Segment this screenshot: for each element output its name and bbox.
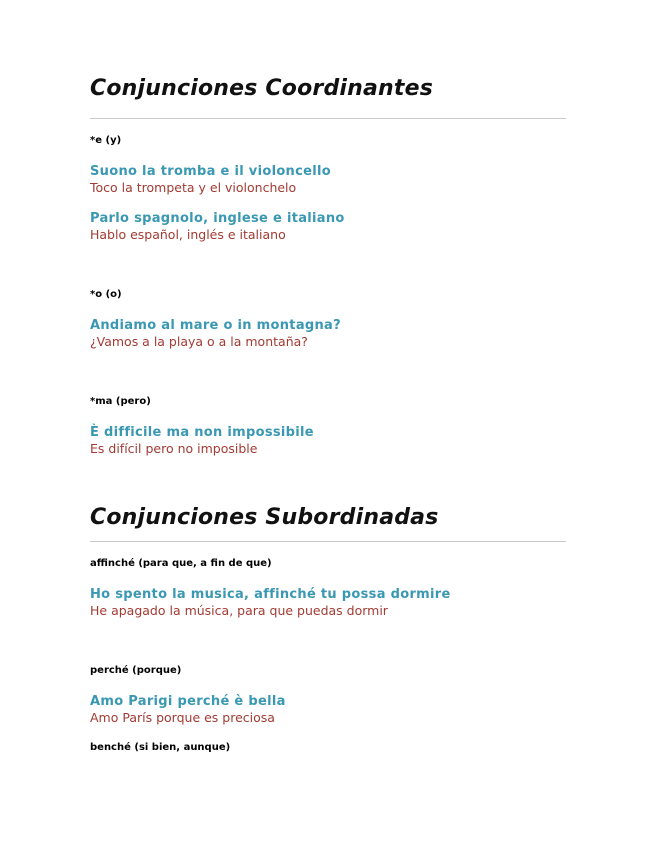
conjunction-label-perche: perché (porque) [90, 665, 182, 676]
italian-example: Amo Parigi perché è bella [90, 694, 286, 709]
section-divider [90, 118, 566, 119]
section-divider [90, 541, 566, 542]
section-title-subordinadas: Conjunciones Subordinadas [90, 505, 439, 530]
conjunction-label-affinche: affinché (para que, a fin de que) [90, 558, 272, 569]
italian-example: Ho spento la musica, affinché tu possa dormire [90, 587, 451, 602]
italian-example: Parlo spagnolo, inglese e italiano [90, 211, 345, 226]
conjunction-label-benche: benché (si bien, aunque) [90, 742, 231, 753]
italian-example: È difficile ma non impossibile [90, 425, 314, 440]
spanish-translation: ¿Vamos a la playa o a la montaña? [90, 334, 308, 349]
spanish-translation: He apagado la música, para que puedas dormir [90, 603, 388, 618]
conjunction-label-ma: *ma (pero) [90, 396, 151, 407]
section-title-coordinantes: Conjunciones Coordinantes [90, 76, 434, 101]
spanish-translation: Hablo español, inglés e italiano [90, 227, 286, 242]
italian-example: Suono la tromba e il violoncello [90, 164, 331, 179]
spanish-translation: Toco la trompeta y el violonchelo [90, 180, 297, 195]
spanish-translation: Es difícil pero no imposible [90, 441, 258, 456]
conjunction-label-o: *o (o) [90, 289, 122, 300]
spanish-translation: Amo París porque es preciosa [90, 710, 275, 725]
italian-example: Andiamo al mare o in montagna? [90, 318, 341, 333]
conjunction-label-e: *e (y) [90, 135, 122, 146]
